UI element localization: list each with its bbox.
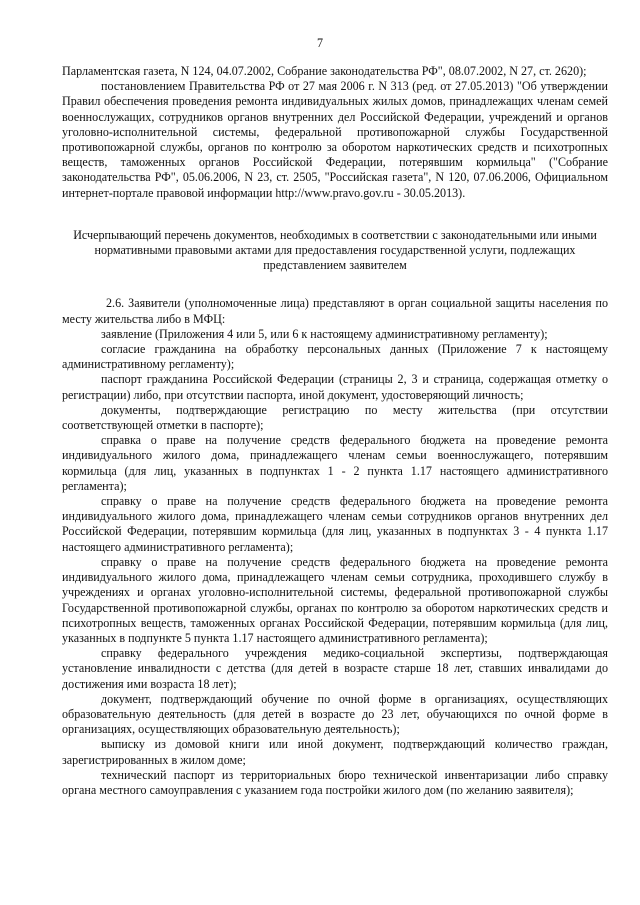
list-item: согласие гражданина на обработку персональных данных (Приложение 7 к настоящему административному регламенту); [62,342,608,372]
section-intro: 2.6. Заявители (уполномоченные лица) представляют в орган социальной защиты населения по месту жительства либо в МФЦ: [62,296,608,326]
paragraph-government-resolution: постановлением Правительства РФ от 27 мая 2006 г. N 313 (ред. от 27.05.2013) "Об утверждении Правил обеспечения проведения ремонта индивидуальных жилых домов, принадлежащих членам семей военнослужащих, сотрудников органов внутренних дел Российской Федерации, учреждений и органов уголовно-исполнительной системы, федеральной противопожарной службы Государственной противопожарной службы, органов по контролю за оборотом наркотических средств и психотропных веществ, таможенных органов Российской Федерации, потерявшим кормильца" ("Собрание законодательства РФ", 05.06.2006, N 23, ст. 2505, "Российская газета", N 120, 07.06.2006, Официальном интернет-портале правовой информации http://www.pravo.gov.ru - 30.05.2013). [62,79,608,200]
list-item: технический паспорт из территориальных бюро технической инвентаризации либо справку органа местного самоуправления с указанием года постройки жилого дом (по желанию заявителя); [62,767,608,797]
document-body [62,64,608,798]
section-heading: Исчерпывающий перечень документов, необходимых в соответствии с законодательными или иными нормативными правовыми актами для предоставления государственной услуги, подлежащих представлением заявителем [73,227,597,273]
list-item: справку о праве на получение средств федерального бюджета на проведение ремонта индивидуального жилого дома, принадлежащего членам семьи сотрудников органов внутренних дел Российской Федерации, потерявшим кормильца (для лиц, указанных в подпунктах 3 - 4 пункта 1.17 настоящего административного регламента); [62,494,608,554]
page-number: 7 [316,36,324,50]
list-item: справку федерального учреждения медико-социальной экспертизы, подтверждающая установление инвалидности с детства (для детей в возрасте старше 18 лет, ставших инвалидами до достижения ими возраста 18 лет); [62,646,608,691]
list-item: справка о праве на получение средств федерального бюджета на проведение ремонта индивидуального жилого дома, принадлежащего членам семьи военнослужащего, потерявшим кормильца (для лиц, указанных в подпунктах 1 - 2 пункта 1.17 настоящего административного регламента); [62,433,608,493]
list-item: справку о праве на получение средств федерального бюджета на проведение ремонта индивидуального жилого дома, принадлежащего членам семьи сотрудника, проходившего службу в учреждениях и органах уголовно-исполнительной системы, федеральной противопожарной службы Государственной противопожарной службы, органах по контролю за оборотом наркотических средств и психотропных веществ, таможенных органах Российской Федерации, потерявшим кормильца (для лиц, указанных в подпункте 5 пункта 1.17 настоящего административного регламента); [62,554,608,645]
list-item: выписку из домовой книги или иной документ, подтверждающий количество граждан, зарегистрированных в жилом доме; [62,737,608,767]
list-item: документ, подтверждающий обучение по очной форме в организациях, осуществляющих образовательную деятельность (для детей в возрасте до 23 лет, обучающихся по очной форме в организациях, осуществляющих образовательную деятельность); [62,691,608,737]
list-item: паспорт гражданина Российской Федерации (страницы 2, 3 и страница, содержащая отметку о регистрации) либо, при отсутствии паспорта, иной документ, удостоверяющий личность; [62,372,608,402]
list-item: документы, подтверждающие регистрацию по месту жительства (при отсутствии соответствующей отметки в паспорте); [62,402,608,433]
list-item: заявление (Приложения 4 или 5, или 6 к настоящему административному регламенту); [101,326,548,341]
paragraph-gazette-continuation: Парламентская газета, N 124, 04.07.2002, Собрание законодательства РФ", 08.07.2002, N 27, ст. 2620); [62,64,587,78]
